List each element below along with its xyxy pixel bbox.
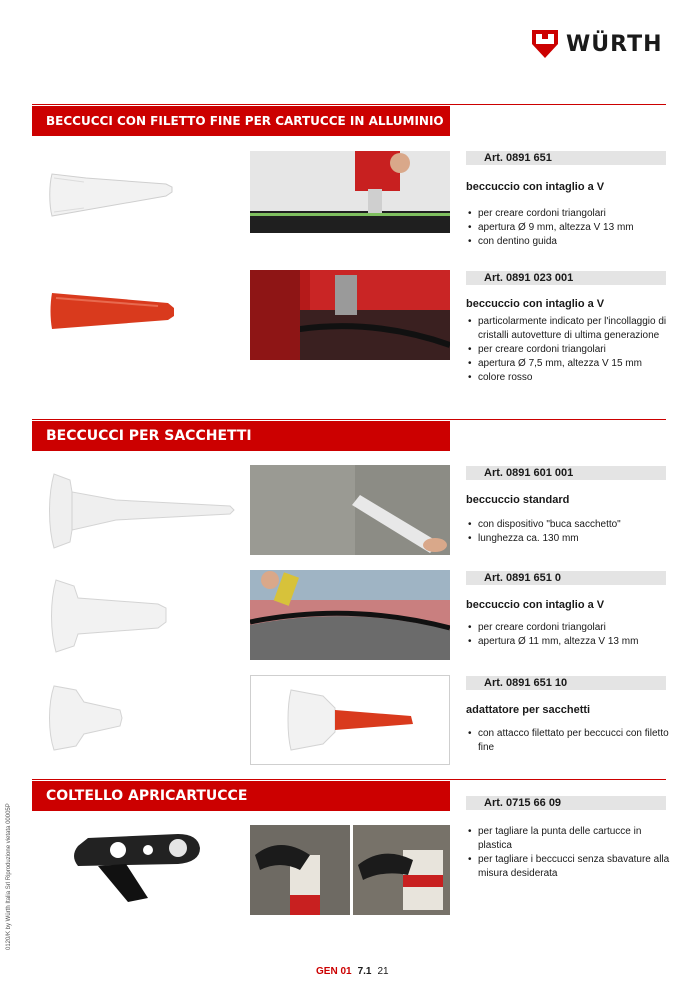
section-title-1: BECCUCCI CON FILETTO FINE PER CARTUCCE IN ALLUMINIO — [32, 106, 450, 136]
feature-list-3 — [466, 518, 676, 546]
catalog-group: GEN 01 — [316, 966, 352, 977]
product-description-4: beccuccio con intaglio a V — [466, 599, 605, 611]
section-title-3: COLTELLO APRICARTUCCE — [32, 781, 450, 811]
feature-list-4 — [466, 621, 676, 649]
section-divider — [32, 419, 666, 420]
application-photo-5 — [250, 675, 450, 765]
feature-item: • colore rosso — [466, 371, 676, 385]
cutter-photo-2 — [353, 825, 450, 915]
nozzle-white-thread-image — [46, 170, 176, 220]
wurth-logo-mark-icon — [532, 30, 558, 58]
feature-item: • per tagliare i beccucci senza sbavature alla misura desiderata — [466, 853, 676, 881]
feature-item: • per tagliare la punta delle cartucce in plastica — [466, 825, 676, 853]
article-number-3: Art. 0891 601 001 — [466, 466, 666, 480]
section-number: 7.1 — [357, 966, 372, 977]
section-title-2: BECCUCCI PER SACCHETTI — [32, 421, 450, 451]
feature-item: • per creare cordoni triangolari — [466, 343, 676, 357]
product-description-1: beccuccio con intaglio a V — [466, 181, 605, 193]
feature-item: • apertura Ø 7,5 mm, altezza V 15 mm — [466, 357, 676, 371]
nozzle-red-image — [48, 290, 178, 332]
application-photo-1 — [250, 151, 450, 233]
feature-list-5 — [466, 727, 676, 755]
product-description-2: beccuccio con intaglio a V — [466, 298, 605, 310]
section-divider — [32, 104, 666, 105]
brand-name: WÜRTH — [566, 31, 663, 57]
wurth-logo — [532, 28, 663, 60]
article-number-1: Art. 0891 651 — [466, 151, 666, 165]
article-number-2: Art. 0891 023 001 — [466, 271, 666, 285]
feature-item: • per creare cordoni triangolari — [466, 621, 676, 635]
section-divider — [32, 779, 666, 780]
feature-item: • con dispositivo "buca sacchetto" — [466, 518, 676, 532]
product-description-3: beccuccio standard — [466, 494, 570, 506]
application-photo-4 — [250, 570, 450, 660]
page-footer — [316, 966, 389, 977]
application-photo-3 — [250, 465, 450, 555]
feature-item: • per creare cordoni triangolari — [466, 207, 676, 221]
article-number-5: Art. 0891 651 10 — [466, 676, 666, 690]
cartridge-cutter-image — [68, 826, 204, 908]
feature-list-1 — [466, 207, 676, 249]
feature-list-6 — [466, 825, 676, 881]
feature-list-2 — [466, 315, 676, 385]
feature-item: • particolarmente indicato per l'incollaggio di cristalli autovetture di ultima generazione — [466, 315, 676, 343]
application-photo-2 — [250, 270, 450, 360]
copyright-side-text: 0120/K by Würth Italia Srl Riproduzione vietata 00005P — [6, 803, 12, 950]
feature-item: • con attacco filettato per beccucci con filetto fine — [466, 727, 676, 755]
cutter-photo-1 — [250, 825, 350, 915]
feature-item: • apertura Ø 9 mm, altezza V 13 mm — [466, 221, 676, 235]
feature-item: • con dentino guida — [466, 235, 676, 249]
feature-item: • lunghezza ca. 130 mm — [466, 532, 676, 546]
product-description-5: adattatore per sacchetti — [466, 704, 591, 716]
page-number: 21 — [377, 966, 389, 977]
article-number-6: Art. 0715 66 09 — [466, 796, 666, 810]
article-number-4: Art. 0891 651 0 — [466, 571, 666, 585]
nozzle-v-cut-image — [48, 576, 172, 656]
nozzle-standard-image — [46, 470, 238, 552]
adapter-image — [46, 682, 128, 754]
feature-item: • apertura Ø 11 mm, altezza V 13 mm — [466, 635, 676, 649]
